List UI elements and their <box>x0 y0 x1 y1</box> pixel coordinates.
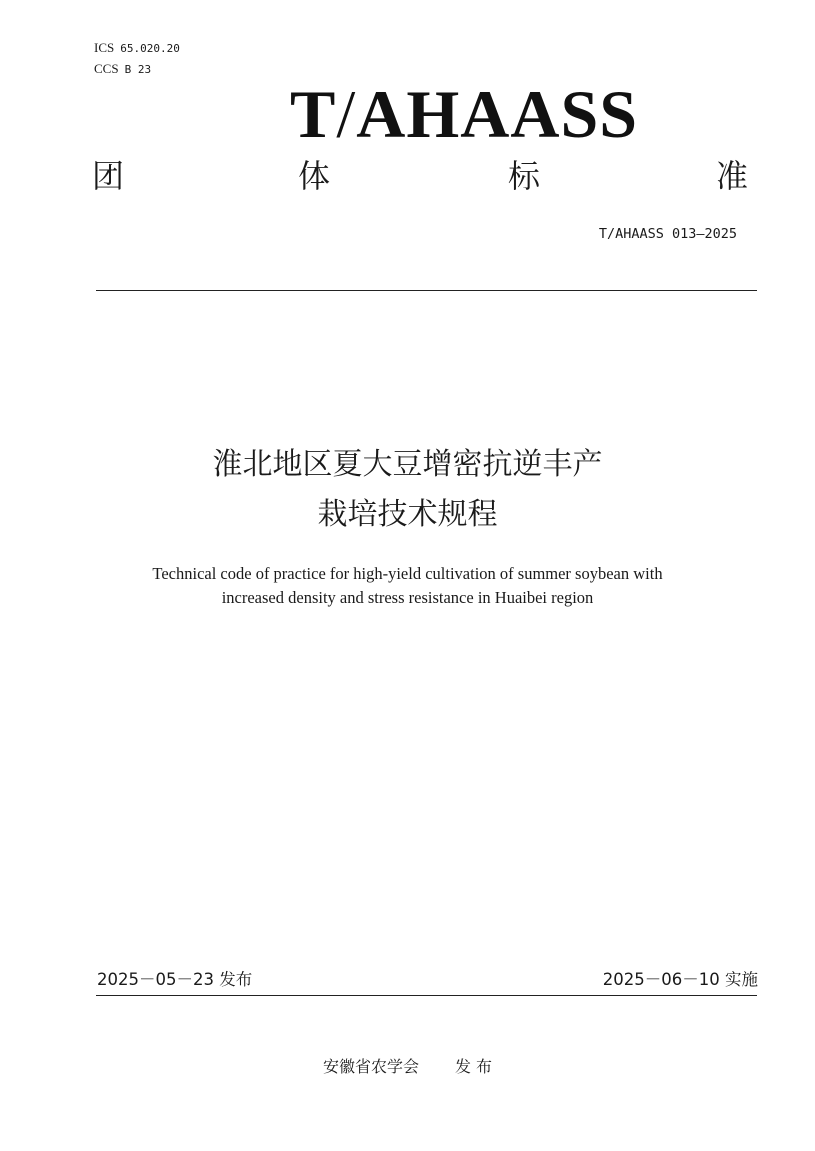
standard-type-char-4: 准 <box>716 157 749 195</box>
standard-type-char-2: 体 <box>298 157 331 195</box>
issuer-action: 发 布 <box>454 1057 493 1076</box>
standard-type-char-3: 标 <box>508 157 541 195</box>
title-zh-line-2: 栽培技术规程 <box>317 497 498 532</box>
ics-label: ICS <box>94 40 115 55</box>
implement-date: 2025－06－10 实施 <box>602 970 758 989</box>
ccs-classification <box>94 61 151 77</box>
ccs-label: CCS <box>94 61 119 76</box>
header-divider <box>96 290 757 291</box>
issuer-line <box>0 1054 815 1077</box>
title-en-line-2: increased density and stress resistance in Huaibei region <box>221 588 594 607</box>
ics-classification <box>94 40 180 56</box>
standard-type-char-1: 团 <box>92 157 125 195</box>
standard-number: T/AHAASS 013—2025 <box>598 226 737 242</box>
issuer-organization: 安徽省农学会 <box>322 1057 419 1076</box>
ics-code: 65.020.20 <box>120 42 180 55</box>
ccs-code: B 23 <box>124 63 152 76</box>
logo-org: AHAASS <box>356 76 639 152</box>
logo-slash: / <box>336 76 357 152</box>
standard-logo <box>290 76 639 152</box>
logo-t: T <box>290 76 337 152</box>
footer-divider <box>96 995 757 996</box>
publish-date: 2025－05－23 发布 <box>97 970 253 989</box>
title-en-line-1: Technical code of practice for high-yield cultivation of summer soybean with <box>152 564 663 583</box>
title-zh-line-1: 淮北地区夏大豆增密抗逆丰产 <box>212 447 603 482</box>
